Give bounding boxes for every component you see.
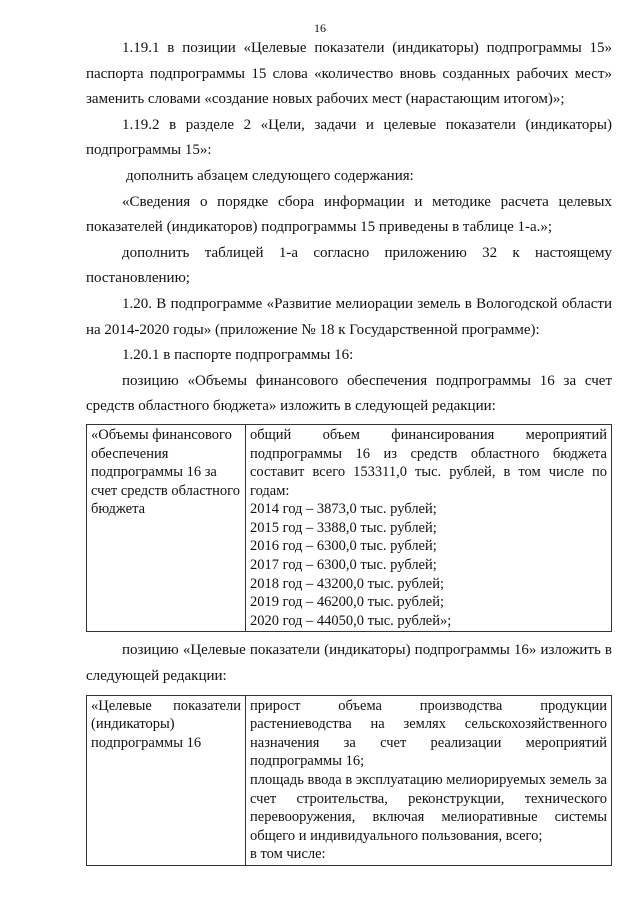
indicator-land-area: площадь ввода в эксплуатацию мелиорируемых земель за счет строительства, реконструкции, технического перевооружения, включая мелиоративные системы общего и индивидуального пользования, всего; [250, 772, 607, 844]
paragraph-1-19-2: 1.19.2 в разделе 2 «Цели, задачи и целевые показатели (индикаторы) подпрограммы 15»: [86, 116, 612, 159]
indicators-label-cell [87, 695, 246, 865]
indicators-table [86, 695, 612, 866]
year-2014: 2014 год – 3873,0 тыс. рублей; [250, 501, 437, 518]
year-2020: 2020 год – 44050,0 тыс. рублей»; [250, 612, 452, 629]
year-2018: 2018 год – 43200,0 тыс. рублей; [250, 575, 445, 592]
paragraph-1-19-1: 1.19.1 в позиции «Целевые показатели (индикаторы) подпрограммы 15» паспорта подпрограммы 15 слова «количество вновь созданных рабочих мест» заменить словами «создание новых рабочих мест (нарастающим итогом)»; [86, 40, 612, 108]
page-number: 16 [314, 21, 326, 35]
year-2017: 2017 год – 6300,0 тыс. рублей; [250, 557, 437, 574]
paragraph-1-20-1: 1.20.1 в паспорте подпрограммы 16: [122, 347, 354, 364]
indicators-label: «Целевые показатели (индикаторы) подпрограммы 16 [91, 697, 241, 751]
paragraph-indicators-position: позицию «Целевые показатели (индикаторы) подпрограммы 16» изложить в следующей редакции: [86, 642, 612, 685]
financing-intro: общий объем финансирования мероприятий подпрограммы 16 из средств областного бюджета составит всего 153311,0 тыс. рублей, в том числе по годам: [250, 426, 607, 499]
year-2019: 2019 год – 46200,0 тыс. рублей; [250, 594, 445, 611]
indicators-value-cell [246, 695, 612, 865]
year-2015: 2015 год – 3388,0 тыс. рублей; [250, 519, 437, 536]
financing-table [86, 424, 612, 633]
financing-label: «Объемы финансового обеспечения подпрограммы 16 за счет средств областного бюджета [91, 426, 240, 518]
paragraph-add-abstract: дополнить абзацем следующего содержания: [126, 167, 414, 184]
paragraph-1-20: 1.20. В подпрограмме «Развитие мелиорации земель в Вологодской области на 2014-2020 годы» (приложение № 18 к Государственной программе): [86, 295, 612, 338]
paragraph-financing-position: позицию «Объемы финансового обеспечения подпрограммы 16 за счет средств областного бюджета» изложить в следующей редакции: [86, 372, 612, 415]
paragraph-info-note: «Сведения о порядке сбора информации и методике расчета целевых показателей (индикаторов) подпрограммы 15 приведены в таблице 1-а.»; [86, 193, 612, 236]
financing-value-cell [246, 424, 612, 632]
table-row [87, 695, 612, 865]
document-body [86, 36, 612, 866]
indicator-including: в том числе: [250, 846, 326, 863]
year-2016: 2016 год – 6300,0 тыс. рублей; [250, 538, 437, 555]
table-row [87, 424, 612, 632]
paragraph-add-table: дополнить таблицей 1-а согласно приложению 32 к настоящему постановлению; [86, 244, 612, 287]
indicator-production-growth: прирост объема производства продукции растениеводства на землях сельскохозяйственного назначения за счет реализации мероприятий подпрограммы 16; [250, 697, 607, 770]
financing-label-cell [87, 424, 246, 632]
